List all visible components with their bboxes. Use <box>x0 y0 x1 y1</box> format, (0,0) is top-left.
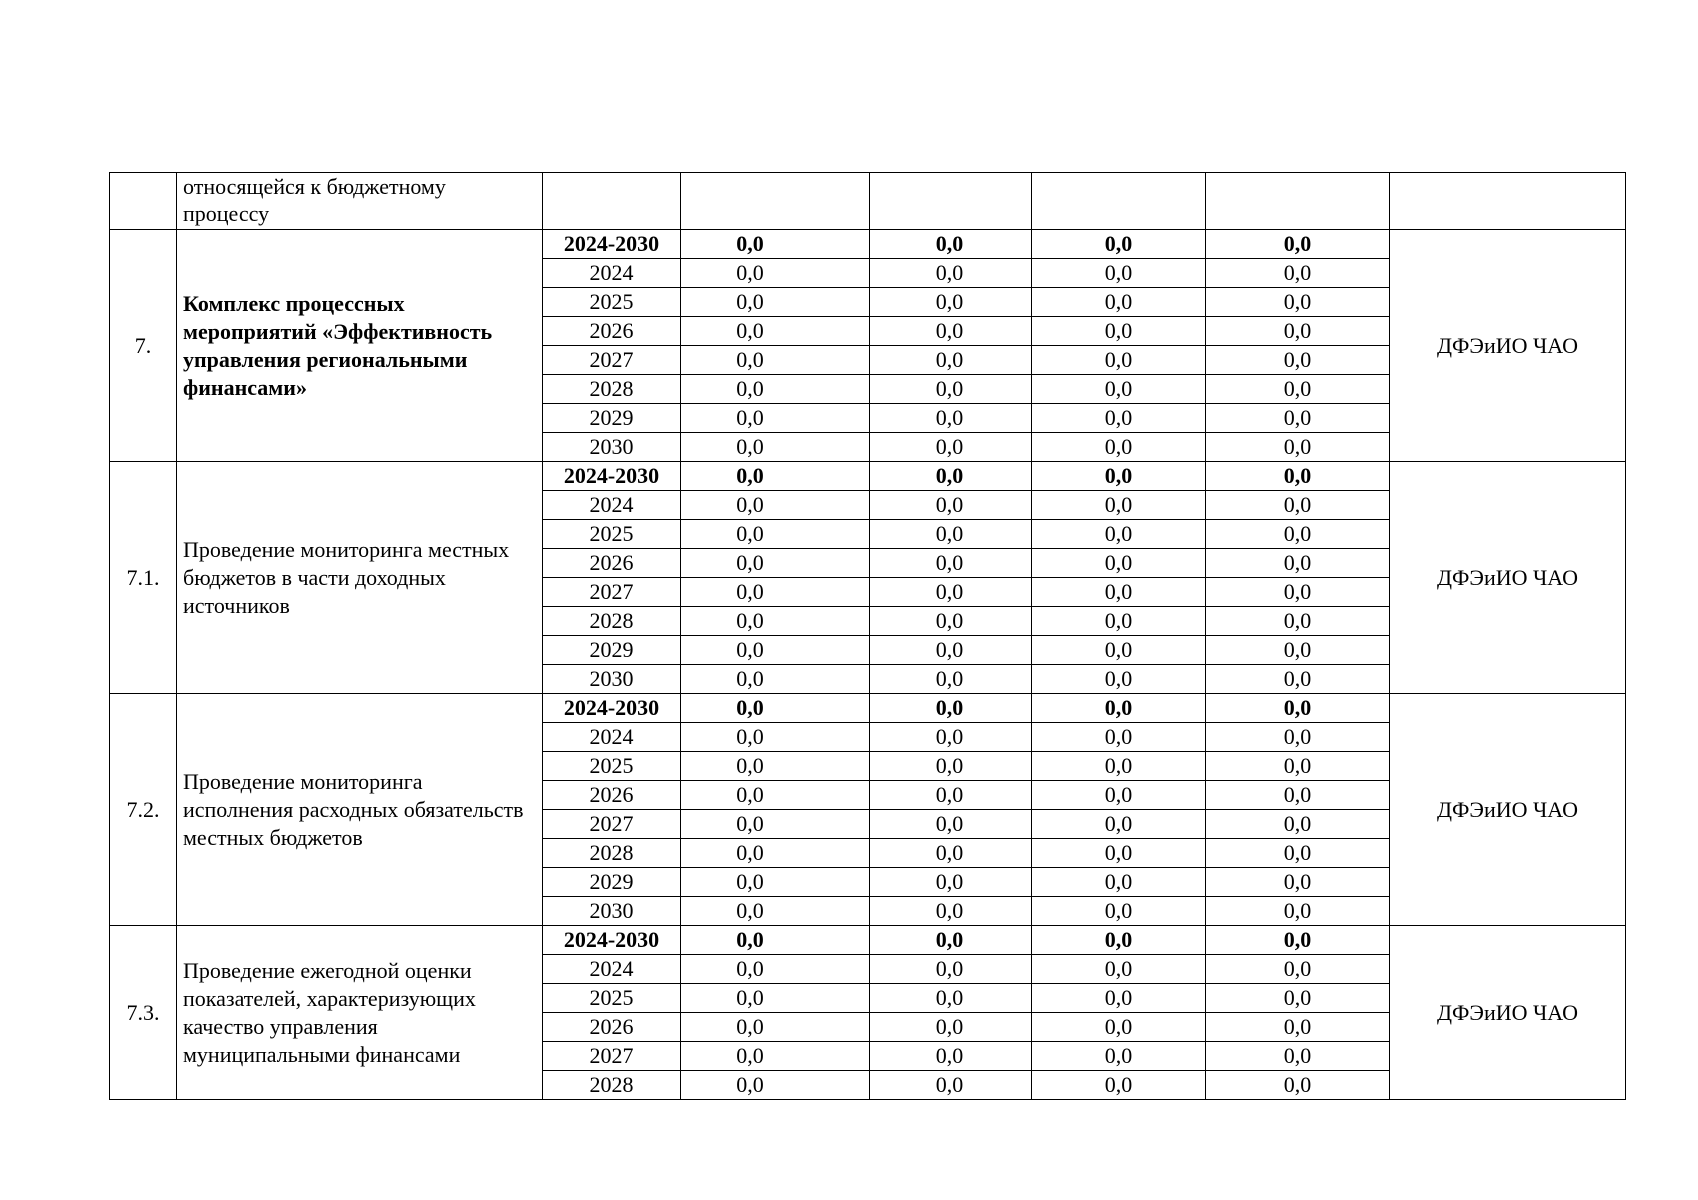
year-cell: 2024-2030 <box>543 694 681 723</box>
year-cell: 2030 <box>543 665 681 694</box>
value-cell: 0,0 <box>681 491 870 520</box>
value-cell: 0,0 <box>1032 955 1206 984</box>
activity-name-cell: относящейся к бюджетному процессу <box>177 173 543 230</box>
year-cell: 2028 <box>543 375 681 404</box>
responsible-cell <box>1390 173 1626 230</box>
value-cell: 0,0 <box>1206 259 1390 288</box>
value-cell: 0,0 <box>1206 926 1390 955</box>
value-cell: 0,0 <box>870 1013 1032 1042</box>
value-cell: 0,0 <box>1206 1071 1390 1100</box>
value-cell: 0,0 <box>870 520 1032 549</box>
value-cell: 0,0 <box>681 404 870 433</box>
value-cell: 0,0 <box>681 897 870 926</box>
value-cell: 0,0 <box>681 1042 870 1071</box>
value-cell: 0,0 <box>681 549 870 578</box>
value-cell: 0,0 <box>1032 433 1206 462</box>
value-cell: 0,0 <box>1032 230 1206 259</box>
section-name: Проведение мониторинга местных бюджетов в части доходных источников <box>177 462 543 694</box>
value-cell: 0,0 <box>1032 868 1206 897</box>
value-cell: 0,0 <box>681 462 870 491</box>
value-cell: 0,0 <box>1032 607 1206 636</box>
value-cell: 0,0 <box>1032 752 1206 781</box>
value-cell: 0,0 <box>681 665 870 694</box>
value-cell: 0,0 <box>681 839 870 868</box>
value-cell: 0,0 <box>1206 375 1390 404</box>
responsible-executor: ДФЭиИО ЧАО <box>1390 462 1626 694</box>
value-cell: 0,0 <box>681 433 870 462</box>
value-cell: 0,0 <box>1032 984 1206 1013</box>
year-cell: 2030 <box>543 433 681 462</box>
value-cell: 0,0 <box>681 781 870 810</box>
value-cell: 0,0 <box>681 346 870 375</box>
value-cell: 0,0 <box>1206 694 1390 723</box>
value-cell: 0,0 <box>1206 404 1390 433</box>
value-cell: 0,0 <box>681 578 870 607</box>
value-cell: 0,0 <box>681 1071 870 1100</box>
value-cell: 0,0 <box>681 868 870 897</box>
section-name: Проведение ежегодной оценки показателей, характеризующих качество управления муниципальными финансами <box>177 926 543 1100</box>
row-number-cell <box>110 173 177 230</box>
value-cell <box>681 173 870 230</box>
responsible-executor: ДФЭиИО ЧАО <box>1390 926 1626 1100</box>
value-cell: 0,0 <box>681 752 870 781</box>
value-cell: 0,0 <box>870 1071 1032 1100</box>
year-cell: 2024 <box>543 723 681 752</box>
value-cell: 0,0 <box>1206 636 1390 665</box>
value-cell: 0,0 <box>1032 259 1206 288</box>
value-cell: 0,0 <box>1032 549 1206 578</box>
value-cell: 0,0 <box>1032 462 1206 491</box>
value-cell: 0,0 <box>1206 665 1390 694</box>
value-cell: 0,0 <box>1206 984 1390 1013</box>
value-cell: 0,0 <box>1032 839 1206 868</box>
value-cell: 0,0 <box>681 288 870 317</box>
value-cell: 0,0 <box>681 230 870 259</box>
year-cell: 2028 <box>543 839 681 868</box>
value-cell: 0,0 <box>870 752 1032 781</box>
value-cell: 0,0 <box>870 955 1032 984</box>
value-cell: 0,0 <box>681 636 870 665</box>
value-cell: 0,0 <box>1032 781 1206 810</box>
value-cell: 0,0 <box>1032 578 1206 607</box>
value-cell: 0,0 <box>870 810 1032 839</box>
value-cell: 0,0 <box>1206 317 1390 346</box>
value-cell: 0,0 <box>870 317 1032 346</box>
responsible-executor: ДФЭиИО ЧАО <box>1390 694 1626 926</box>
value-cell: 0,0 <box>1032 520 1206 549</box>
value-cell: 0,0 <box>1032 375 1206 404</box>
year-cell <box>543 173 681 230</box>
value-cell: 0,0 <box>870 288 1032 317</box>
year-cell: 2029 <box>543 404 681 433</box>
value-cell: 0,0 <box>681 723 870 752</box>
year-cell: 2024 <box>543 955 681 984</box>
section-name: Проведение мониторинга исполнения расходных обязательств местных бюджетов <box>177 694 543 926</box>
year-cell: 2028 <box>543 1071 681 1100</box>
year-cell: 2027 <box>543 810 681 839</box>
value-cell: 0,0 <box>870 491 1032 520</box>
value-cell: 0,0 <box>1206 346 1390 375</box>
value-cell: 0,0 <box>870 259 1032 288</box>
value-cell: 0,0 <box>1206 520 1390 549</box>
value-cell: 0,0 <box>870 607 1032 636</box>
year-cell: 2030 <box>543 897 681 926</box>
value-cell: 0,0 <box>681 375 870 404</box>
section-number: 7.1. <box>110 462 177 694</box>
value-cell: 0,0 <box>870 578 1032 607</box>
section-number: 7.2. <box>110 694 177 926</box>
value-cell: 0,0 <box>870 984 1032 1013</box>
table-body <box>110 173 1626 1100</box>
value-cell: 0,0 <box>1206 288 1390 317</box>
value-cell: 0,0 <box>870 404 1032 433</box>
value-cell: 0,0 <box>1032 1071 1206 1100</box>
year-cell: 2026 <box>543 549 681 578</box>
year-cell: 2026 <box>543 781 681 810</box>
year-cell: 2027 <box>543 1042 681 1071</box>
value-cell: 0,0 <box>870 230 1032 259</box>
year-cell: 2024 <box>543 491 681 520</box>
value-cell: 0,0 <box>1206 230 1390 259</box>
value-cell: 0,0 <box>1206 723 1390 752</box>
value-cell: 0,0 <box>1206 897 1390 926</box>
value-cell: 0,0 <box>870 346 1032 375</box>
budget-table <box>109 172 1626 1100</box>
value-cell: 0,0 <box>870 897 1032 926</box>
value-cell: 0,0 <box>870 868 1032 897</box>
value-cell: 0,0 <box>1032 694 1206 723</box>
table-row <box>110 462 1626 491</box>
year-cell: 2025 <box>543 984 681 1013</box>
value-cell: 0,0 <box>1206 752 1390 781</box>
value-cell: 0,0 <box>681 694 870 723</box>
value-cell: 0,0 <box>1206 607 1390 636</box>
year-cell: 2024-2030 <box>543 462 681 491</box>
responsible-executor: ДФЭиИО ЧАО <box>1390 230 1626 462</box>
value-cell: 0,0 <box>1032 926 1206 955</box>
value-cell: 0,0 <box>681 984 870 1013</box>
value-cell: 0,0 <box>1032 346 1206 375</box>
value-cell: 0,0 <box>1206 839 1390 868</box>
table-row-continuation <box>110 173 1626 230</box>
value-cell: 0,0 <box>870 375 1032 404</box>
year-cell: 2025 <box>543 520 681 549</box>
value-cell: 0,0 <box>1032 665 1206 694</box>
value-cell: 0,0 <box>1032 288 1206 317</box>
value-cell: 0,0 <box>1206 955 1390 984</box>
value-cell: 0,0 <box>1032 810 1206 839</box>
year-cell: 2024-2030 <box>543 230 681 259</box>
value-cell: 0,0 <box>681 607 870 636</box>
year-cell: 2025 <box>543 288 681 317</box>
value-cell: 0,0 <box>870 926 1032 955</box>
value-cell <box>870 173 1032 230</box>
value-cell: 0,0 <box>1206 462 1390 491</box>
section-number: 7. <box>110 230 177 462</box>
value-cell: 0,0 <box>870 694 1032 723</box>
value-cell: 0,0 <box>1032 897 1206 926</box>
value-cell: 0,0 <box>870 839 1032 868</box>
value-cell: 0,0 <box>1206 1042 1390 1071</box>
value-cell: 0,0 <box>681 520 870 549</box>
section-number: 7.3. <box>110 926 177 1100</box>
value-cell: 0,0 <box>1032 491 1206 520</box>
value-cell: 0,0 <box>1206 868 1390 897</box>
year-cell: 2027 <box>543 578 681 607</box>
value-cell: 0,0 <box>681 810 870 839</box>
year-cell: 2024-2030 <box>543 926 681 955</box>
value-cell: 0,0 <box>1206 578 1390 607</box>
table-row <box>110 694 1626 723</box>
value-cell: 0,0 <box>1206 433 1390 462</box>
table-row <box>110 926 1626 955</box>
value-cell: 0,0 <box>870 433 1032 462</box>
value-cell <box>1206 173 1390 230</box>
value-cell: 0,0 <box>1206 810 1390 839</box>
year-cell: 2024 <box>543 259 681 288</box>
value-cell: 0,0 <box>1032 723 1206 752</box>
value-cell: 0,0 <box>870 781 1032 810</box>
value-cell: 0,0 <box>870 462 1032 491</box>
section-name: Комплекс процессных мероприятий «Эффективность управления региональными финансами» <box>177 230 543 462</box>
value-cell: 0,0 <box>1206 781 1390 810</box>
year-cell: 2028 <box>543 607 681 636</box>
value-cell: 0,0 <box>870 723 1032 752</box>
value-cell: 0,0 <box>1206 549 1390 578</box>
year-cell: 2026 <box>543 317 681 346</box>
value-cell: 0,0 <box>1032 1013 1206 1042</box>
value-cell: 0,0 <box>1206 1013 1390 1042</box>
year-cell: 2029 <box>543 868 681 897</box>
table-row <box>110 230 1626 259</box>
value-cell: 0,0 <box>870 665 1032 694</box>
value-cell: 0,0 <box>870 1042 1032 1071</box>
year-cell: 2029 <box>543 636 681 665</box>
value-cell: 0,0 <box>681 259 870 288</box>
value-cell: 0,0 <box>681 317 870 346</box>
year-cell: 2025 <box>543 752 681 781</box>
value-cell: 0,0 <box>1032 404 1206 433</box>
value-cell: 0,0 <box>1032 1042 1206 1071</box>
value-cell <box>1032 173 1206 230</box>
value-cell: 0,0 <box>1032 317 1206 346</box>
value-cell: 0,0 <box>1206 491 1390 520</box>
value-cell: 0,0 <box>870 636 1032 665</box>
value-cell: 0,0 <box>681 955 870 984</box>
value-cell: 0,0 <box>1032 636 1206 665</box>
value-cell: 0,0 <box>681 1013 870 1042</box>
year-cell: 2027 <box>543 346 681 375</box>
year-cell: 2026 <box>543 1013 681 1042</box>
value-cell: 0,0 <box>681 926 870 955</box>
value-cell: 0,0 <box>870 549 1032 578</box>
